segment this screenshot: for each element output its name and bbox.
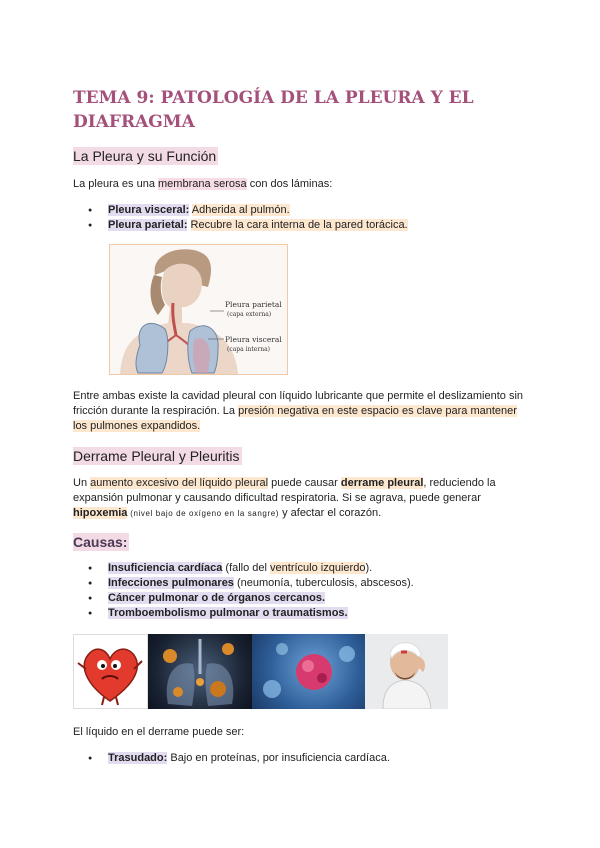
section-heading-derrame: [73, 447, 242, 465]
intro-text-end: con dos láminas:: [246, 178, 333, 190]
cancer-cell-image: [252, 634, 365, 709]
list-item-term: Pleura parietal:: [108, 219, 188, 231]
heart-cartoon-image: [73, 634, 148, 709]
derrame-text: , reduciendo la expansión pulmonar y causando dificultad respiratoria. Si se agrava, puede generar: [73, 477, 496, 504]
pleura-paragraph: [73, 389, 533, 434]
causas-list: [73, 561, 414, 621]
list-item-term: Trasudado:: [108, 752, 168, 764]
list-item: [73, 576, 414, 591]
list-item-desc: Bajo en proteínas, por insuficiencia cardíaca.: [167, 752, 390, 764]
liquido-list: [73, 751, 390, 766]
section-heading-causas-text: Causas:: [73, 534, 128, 550]
lung-infection-image: [148, 634, 252, 709]
derrame-text: Un: [73, 477, 91, 489]
section-heading-pleura-text: La Pleura y su Función: [73, 148, 217, 164]
pleura-illustration: [109, 244, 288, 375]
paragraph-text: Entre ambas existe la cavidad pleural con líquido lubricante que permite el deslizamiento sin fricción durante la respiración. La: [73, 390, 524, 417]
list-item: [73, 606, 414, 621]
cause-text: (fallo del: [222, 562, 271, 574]
hipoxemia-bold: hipoxemia: [73, 507, 128, 519]
cause-highlight: ventrículo izquierdo: [270, 562, 366, 574]
derrame-text: y afectar el corazón.: [279, 507, 382, 519]
pleura-anatomy-drawing: [110, 245, 287, 374]
cause-bold: Cáncer pulmonar o de órganos cercanos.: [108, 592, 326, 604]
label-pleura-parietal: Pleura parietal: [225, 300, 282, 309]
intro-text: La pleura es una: [73, 178, 159, 190]
list-item-desc: Recubre la cara interna de la pared torácica.: [190, 219, 408, 231]
derrame-paragraph: [73, 476, 528, 521]
intro-highlight: membrana serosa: [158, 178, 247, 190]
section-heading-derrame-text: Derrame Pleural y Pleuritis: [73, 448, 240, 464]
liquido-intro: El líquido en el derrame puede ser:: [73, 726, 245, 738]
derrame-text: puede causar: [268, 477, 341, 489]
document-title: TEMA 9: PATOLOGÍA DE LA PLEURA Y EL DIAFRAGMA: [73, 88, 474, 132]
section-heading-pleura: [73, 147, 218, 165]
list-item: [73, 751, 390, 766]
label-pleura-visceral: Pleura visceral: [225, 335, 282, 344]
cause-bold: Tromboembolismo pulmonar o traumatismos.: [108, 607, 348, 619]
pleura-layers-list: [73, 203, 408, 233]
derrame-highlight: aumento excesivo del líquido pleural: [90, 477, 269, 489]
section-heading-causas: [73, 533, 129, 551]
list-item: [73, 203, 408, 218]
paragraph-highlight: presión negativa en este espacio es clave para mantener los pulmones expandidos.: [73, 405, 517, 432]
cause-text-end: ).: [365, 562, 373, 574]
list-item-desc: Adherida al pulmón.: [191, 204, 290, 216]
list-item: [73, 591, 414, 606]
cause-text: (neumonía, tuberculosis, abscesos).: [233, 577, 414, 589]
causas-image-strip: [73, 634, 448, 709]
label-pleura-visceral-sub: (capa interna): [227, 346, 270, 353]
derrame-bold: derrame pleural: [340, 477, 424, 489]
list-item-term: Pleura visceral:: [108, 204, 190, 216]
head-injury-image: [365, 634, 448, 709]
list-item: [73, 561, 414, 576]
pleura-intro: [73, 177, 533, 192]
cause-bold: Insuficiencia cardíaca: [108, 562, 223, 574]
cause-bold: Infecciones pulmonares: [108, 577, 234, 589]
hipoxemia-note: (nivel bajo de oxígeno en la sangre): [127, 509, 280, 518]
label-pleura-parietal-sub: (capa externa): [227, 311, 272, 318]
list-item: [73, 218, 408, 233]
